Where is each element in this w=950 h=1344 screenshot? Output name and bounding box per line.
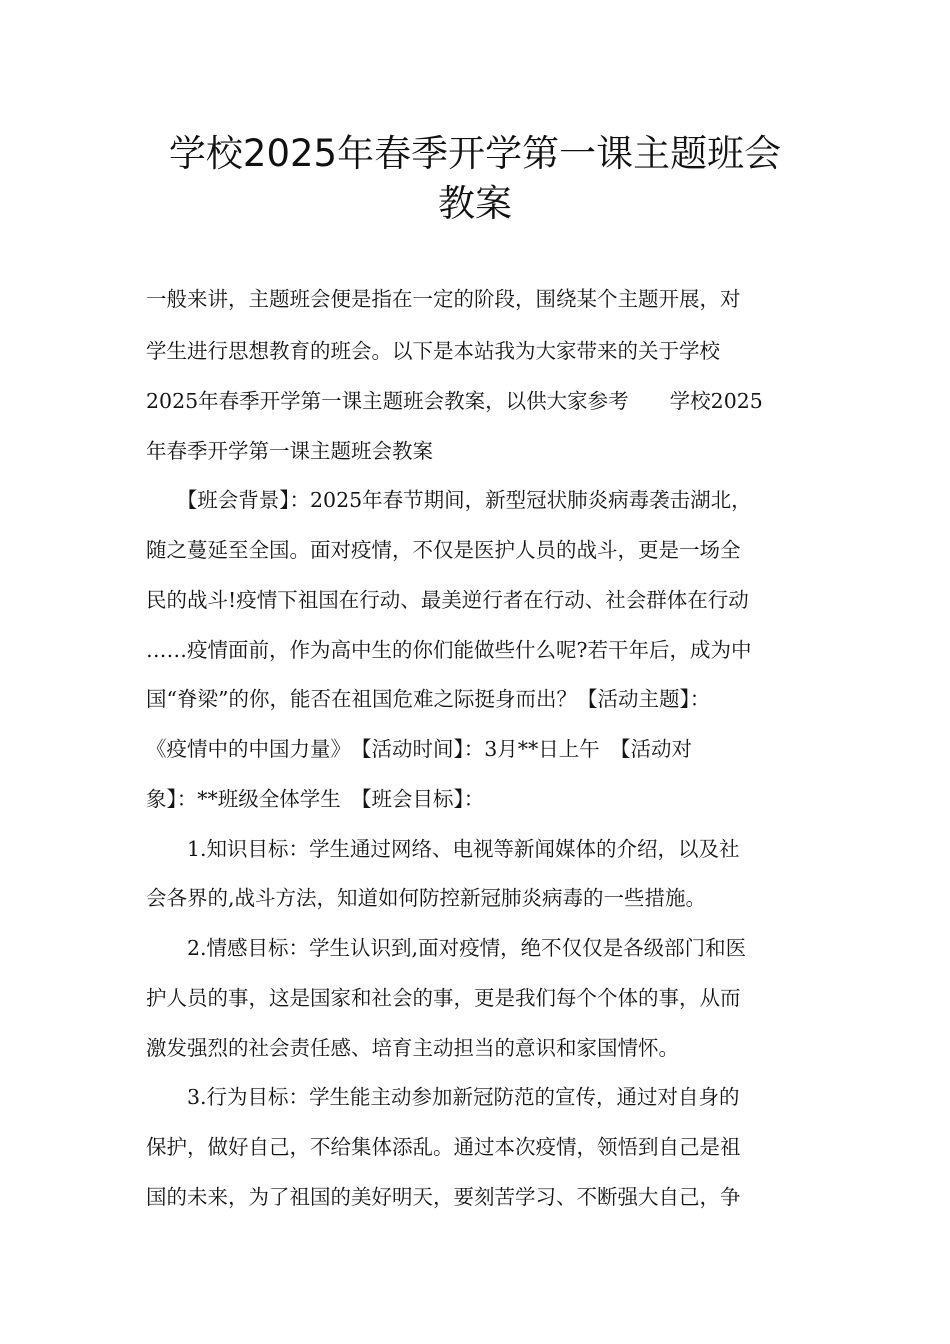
intro-line: 2025年春季开学第一课主题班会教案，以供大家参考 学校2025 xyxy=(146,389,763,413)
background-line: 象】：**班级全体学生 【班会目标】： xyxy=(146,787,485,811)
background-line: 随之蔓延至全国。面对疫情，不仅是医护人员的战斗，更是一场全 xyxy=(146,538,741,562)
intro-line: 一般来讲，主题班会便是指在一定的阶段，围绕某个主题开展，对 xyxy=(146,287,741,311)
goal-2-line: 2.情感目标：学生认识到,面对疫情，绝不仅仅是各级部门和医 xyxy=(146,936,747,960)
intro-line: 学生进行思想教育的班会。以下是本站我为大家带来的关于学校 xyxy=(146,339,720,363)
goal-2-line: 激发强烈的社会责任感、培育主动担当的意识和家国情怀。 xyxy=(146,1036,679,1060)
goal-2-line: 护人员的事，这是国家和社会的事，更是我们每个个体的事，从而 xyxy=(146,986,741,1010)
background-line: 《疫情中的中国力量》 【活动时间】：3月**日上午 【活动对 xyxy=(146,737,693,761)
background-line: 【班会背景】：2025年春节期间，新型冠状肺炎病毒袭击湖北， xyxy=(146,488,752,512)
document-title-line-2: 教案 xyxy=(438,182,512,225)
goal-3-line: 国的未来，为了祖国的美好明天，要刻苦学习、不断强大自己，争 xyxy=(146,1185,741,1209)
goal-1-line: 会各界的,战斗方法，知道如何防控新冠肺炎病毒的一些措施。 xyxy=(146,886,707,910)
background-line: ……疫情面前，作为高中生的你们能做些什么呢?若干年后，成为中 xyxy=(146,638,752,662)
goal-3-line: 3.行为目标：学生能主动参加新冠防范的宣传，通过对自身的 xyxy=(146,1085,740,1109)
intro-line: 年春季开学第一课主题班会教案 xyxy=(146,439,433,463)
background-line: 国“脊梁”的你，能否在祖国危难之际挺身而出？【活动主题】： xyxy=(146,687,711,711)
goal-3-line: 保护，做好自己，不给集体添乱。通过本次疫情，领悟到自己是祖 xyxy=(146,1135,741,1159)
background-line: 民的战斗!疫情下祖国在行动、最美逆行者在行动、社会群体在行动 xyxy=(146,588,749,612)
document-title-line-1: 学校2025年春季开学第一课主题班会 xyxy=(168,132,782,175)
goal-1-line: 1.知识目标：学生通过网络、电视等新闻媒体的介绍，以及社 xyxy=(146,837,740,861)
